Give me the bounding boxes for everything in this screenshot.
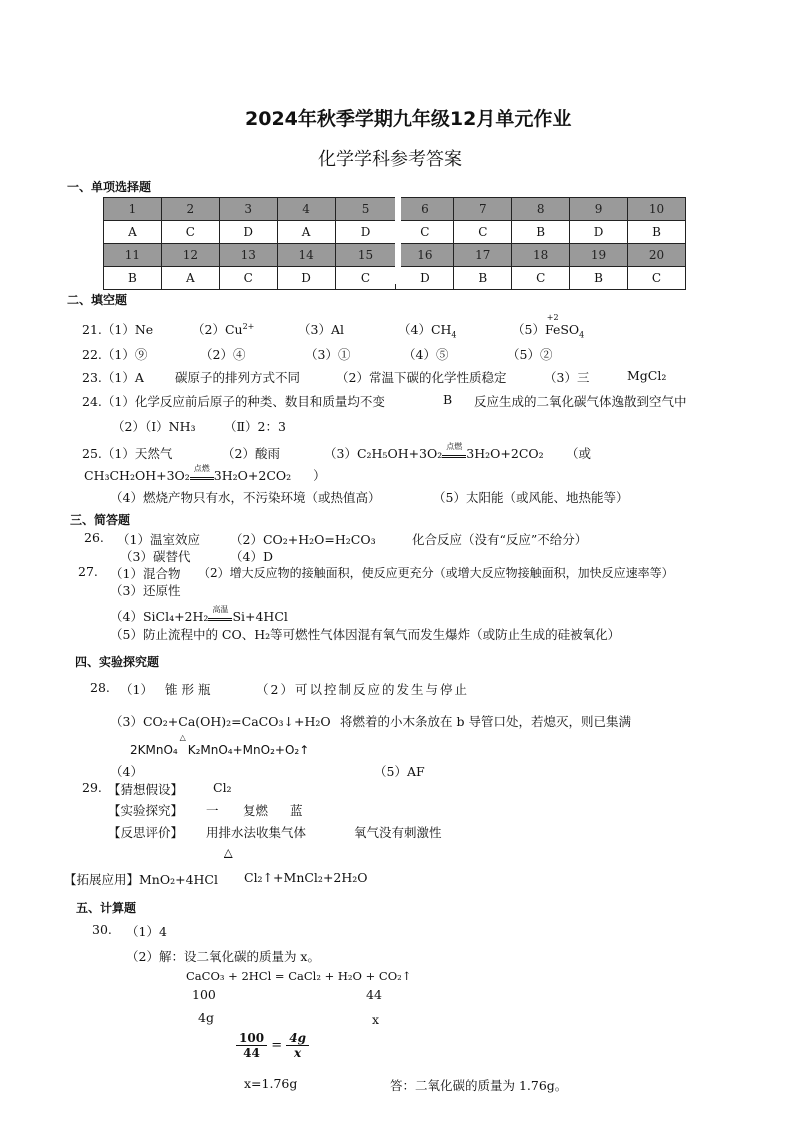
q26-4: （4）D xyxy=(230,549,273,564)
answer-cell: C xyxy=(512,267,570,290)
question-number-cell: 15 xyxy=(335,244,396,267)
answer-cell: C xyxy=(161,221,219,244)
q25-5: （5）太阳能（或风能、地热能等） xyxy=(433,490,629,505)
answer-cell: D xyxy=(219,221,277,244)
q29-h3b: 氧气没有刺激性 xyxy=(354,825,442,840)
q30-g2: x xyxy=(372,1012,380,1027)
q29-h2a: 一 xyxy=(206,803,219,818)
q26-num: 26. xyxy=(84,530,104,545)
answer-cell: B xyxy=(512,221,570,244)
section-heading: 五、计算题 xyxy=(76,901,137,915)
q23-1: 23.（1）A xyxy=(82,370,144,385)
section-heading: 一、单项选择题 xyxy=(67,180,152,194)
q23-1b: 碳原子的排列方式不同 xyxy=(175,370,301,385)
q30-m1: 100 xyxy=(192,987,216,1002)
q30-answer: 答：二氧化碳的质量为 1.76g。 xyxy=(390,1078,568,1093)
answer-cell: D xyxy=(396,267,454,290)
q25-2: （2）酸雨 xyxy=(222,446,280,461)
q21-5: （5） +2 FeSO$_4$ xyxy=(512,313,585,340)
q30-g1: 4g xyxy=(198,1010,214,1025)
q29-h2b: 复燃 xyxy=(243,803,269,818)
q28-5: （5）AF xyxy=(374,764,425,779)
answer-cell: C xyxy=(219,267,277,290)
question-number-cell: 11 xyxy=(104,244,162,267)
q30-1: （1）4 xyxy=(126,924,167,939)
q26-2b: 化合反应（没有“反应”不给分） xyxy=(412,532,588,547)
q25-4: （4）燃烧产物只有水，不污染环境（或热值高） xyxy=(110,490,381,505)
q22-3: （3）① xyxy=(305,347,351,362)
q28-1: （1） xyxy=(120,682,153,697)
section-heading: 四、实验探究题 xyxy=(75,655,160,669)
q27-2: （2）增大反应物的接触面积，使反应更充分（或增大反应物接触面积，加快反应速率等） xyxy=(198,566,674,580)
answer-cell: D xyxy=(570,221,628,244)
question-number-cell: 1 xyxy=(104,198,162,221)
q28-3b: 将燃着的小木条放在 b 导管口处，若熄灭，则已集满 xyxy=(340,714,631,729)
q23-3: （3）三 xyxy=(544,370,590,385)
question-number-cell: 12 xyxy=(161,244,219,267)
q24-1b: B xyxy=(443,392,453,407)
q28-4: （4） xyxy=(110,764,143,779)
fraction-left: $\frac{100}{44}$ xyxy=(236,1031,267,1060)
question-number-cell: 13 xyxy=(219,244,277,267)
q28-1b: 锥形瓶 xyxy=(165,682,215,697)
q28-4-eq: 2KMnO₄ △ K₂MnO₄+MnO₂+O₂↑ xyxy=(130,733,310,757)
answer-cell: B xyxy=(104,267,162,290)
question-number-cell: 19 xyxy=(570,244,628,267)
question-number-cell: 14 xyxy=(277,244,335,267)
q29-h3a: 用排水法收集气体 xyxy=(206,825,307,840)
q22-2: （2）④ xyxy=(200,347,246,362)
q29-h4b: Cl₂↑+MnCl₂+2H₂O xyxy=(244,870,368,885)
q21-4: $(4)CH_4$ xyxy=(398,322,457,340)
q25-1: 25.（1）天然气 xyxy=(82,446,173,461)
question-number-cell: 8 xyxy=(512,198,570,221)
question-number-cell: 6 xyxy=(396,198,454,221)
q30-2: （2）解：设二氧化碳的质量为 x。 xyxy=(126,949,320,964)
q29-h1: 【猜想假设】 xyxy=(108,782,184,797)
q30-m2: 44 xyxy=(366,987,382,1002)
q25-3-alt: CH₃CH₂OH+3O₂ 点燃 3H₂O+2CO₂ ） xyxy=(84,464,326,483)
q27-num: 27. xyxy=(78,564,98,579)
q22-5: （5）② xyxy=(507,347,553,362)
q26-2: （2）CO₂+H₂O=H₂CO₃ xyxy=(230,532,376,547)
q26-3: （3）碳替代 xyxy=(120,549,191,564)
answer-cell: B xyxy=(454,267,512,290)
q25-3: （3）C₂H₅OH+3O₂ 点燃 3H₂O+2CO₂ xyxy=(324,442,544,461)
answer-cell: B xyxy=(628,221,686,244)
q30-num: 30. xyxy=(92,922,112,937)
q21-2: $(2)Cu^{2+}$ xyxy=(192,321,255,337)
page-title: 2024年秋季学期九年级12月单元作业 xyxy=(245,108,572,130)
q24-1: 24.（1）化学反应前后原子的种类、数目和质量均不变 xyxy=(82,394,385,409)
question-number-cell: 10 xyxy=(628,198,686,221)
question-number-cell: 2 xyxy=(161,198,219,221)
q23-2: （2）常温下碳的化学性质稳定 xyxy=(336,370,507,385)
table-gap xyxy=(395,196,401,284)
q28-num: 28. xyxy=(90,680,110,695)
q23-3b: MgCl₂ xyxy=(627,368,667,383)
question-number-cell: 7 xyxy=(454,198,512,221)
question-number-cell: 3 xyxy=(219,198,277,221)
q27-1: （1）混合物 xyxy=(110,566,181,581)
page-subtitle: 化学学科参考答案 xyxy=(318,149,462,170)
answer-cell: B xyxy=(570,267,628,290)
question-number-cell: 17 xyxy=(454,244,512,267)
answer-cell: A xyxy=(161,267,219,290)
answer-cell: C xyxy=(454,221,512,244)
q29-h4: 【拓展应用】MnO₂+4HCl xyxy=(64,872,218,887)
q24-2: （2）（Ⅰ）NH₃ xyxy=(112,419,196,434)
question-number-cell: 5 xyxy=(335,198,396,221)
q24-1c: 反应生成的二氧化碳气体逸散到空气中 xyxy=(474,394,687,409)
q22-4: （4）⑤ xyxy=(403,347,449,362)
question-number-cell: 4 xyxy=(277,198,335,221)
q21-1: 21.（1）Ne xyxy=(82,322,154,337)
q30-result: x=1.76g xyxy=(244,1076,298,1091)
q24-2b: （Ⅱ）2：3 xyxy=(224,419,286,434)
question-number-cell: 16 xyxy=(396,244,454,267)
answer-cell: D xyxy=(335,221,396,244)
q25-3-or: （或 xyxy=(566,446,592,461)
question-number-cell: 18 xyxy=(512,244,570,267)
fraction-right: $\frac{4g}{x}$ xyxy=(286,1031,309,1060)
q29-h1v: Cl₂ xyxy=(213,780,232,795)
q22-1: 22.（1）⑨ xyxy=(82,347,148,362)
section-heading: 二、填空题 xyxy=(67,293,128,307)
answer-cell: A xyxy=(277,221,335,244)
section-heading: 三、简答题 xyxy=(70,513,131,527)
q27-5: （5）防止流程中的 CO、H₂等可燃性气体因混有氧气而发生爆炸（或防止生成的硅被氧化） xyxy=(110,627,621,642)
question-number-cell: 20 xyxy=(628,244,686,267)
question-number-cell: 9 xyxy=(570,198,628,221)
q29-h2: 【实验探究】 xyxy=(108,803,184,818)
q30-eq: CaCO₃ + 2HCl = CaCl₂ + H₂O + CO₂↑ xyxy=(186,969,412,983)
q27-4: （4）SiCl₄+2H₂ 高温 Si+4HCl xyxy=(110,605,288,624)
q29-num: 29. xyxy=(82,780,102,795)
q29-cond: △ xyxy=(224,846,233,859)
q26-1: （1）温室效应 xyxy=(117,532,200,547)
answer-cell: C xyxy=(628,267,686,290)
answer-cell: D xyxy=(277,267,335,290)
answer-cell: C xyxy=(335,267,396,290)
answer-cell: A xyxy=(104,221,162,244)
answer-cell: C xyxy=(396,221,454,244)
q27-3: （3）还原性 xyxy=(110,583,181,598)
q21-3: （3）Al xyxy=(298,322,344,337)
q30-proportion: $\frac{100}{44}$ = $\frac{4g}{x}$ xyxy=(236,1031,309,1060)
q29-h3: 【反思评价】 xyxy=(108,825,184,840)
q28-2: （2）可以控制反应的发生与停止 xyxy=(256,682,469,697)
q28-3: （3）CO₂+Ca(OH)₂=CaCO₃↓+H₂O xyxy=(110,714,331,729)
q29-h2c: 蓝 xyxy=(290,803,303,818)
